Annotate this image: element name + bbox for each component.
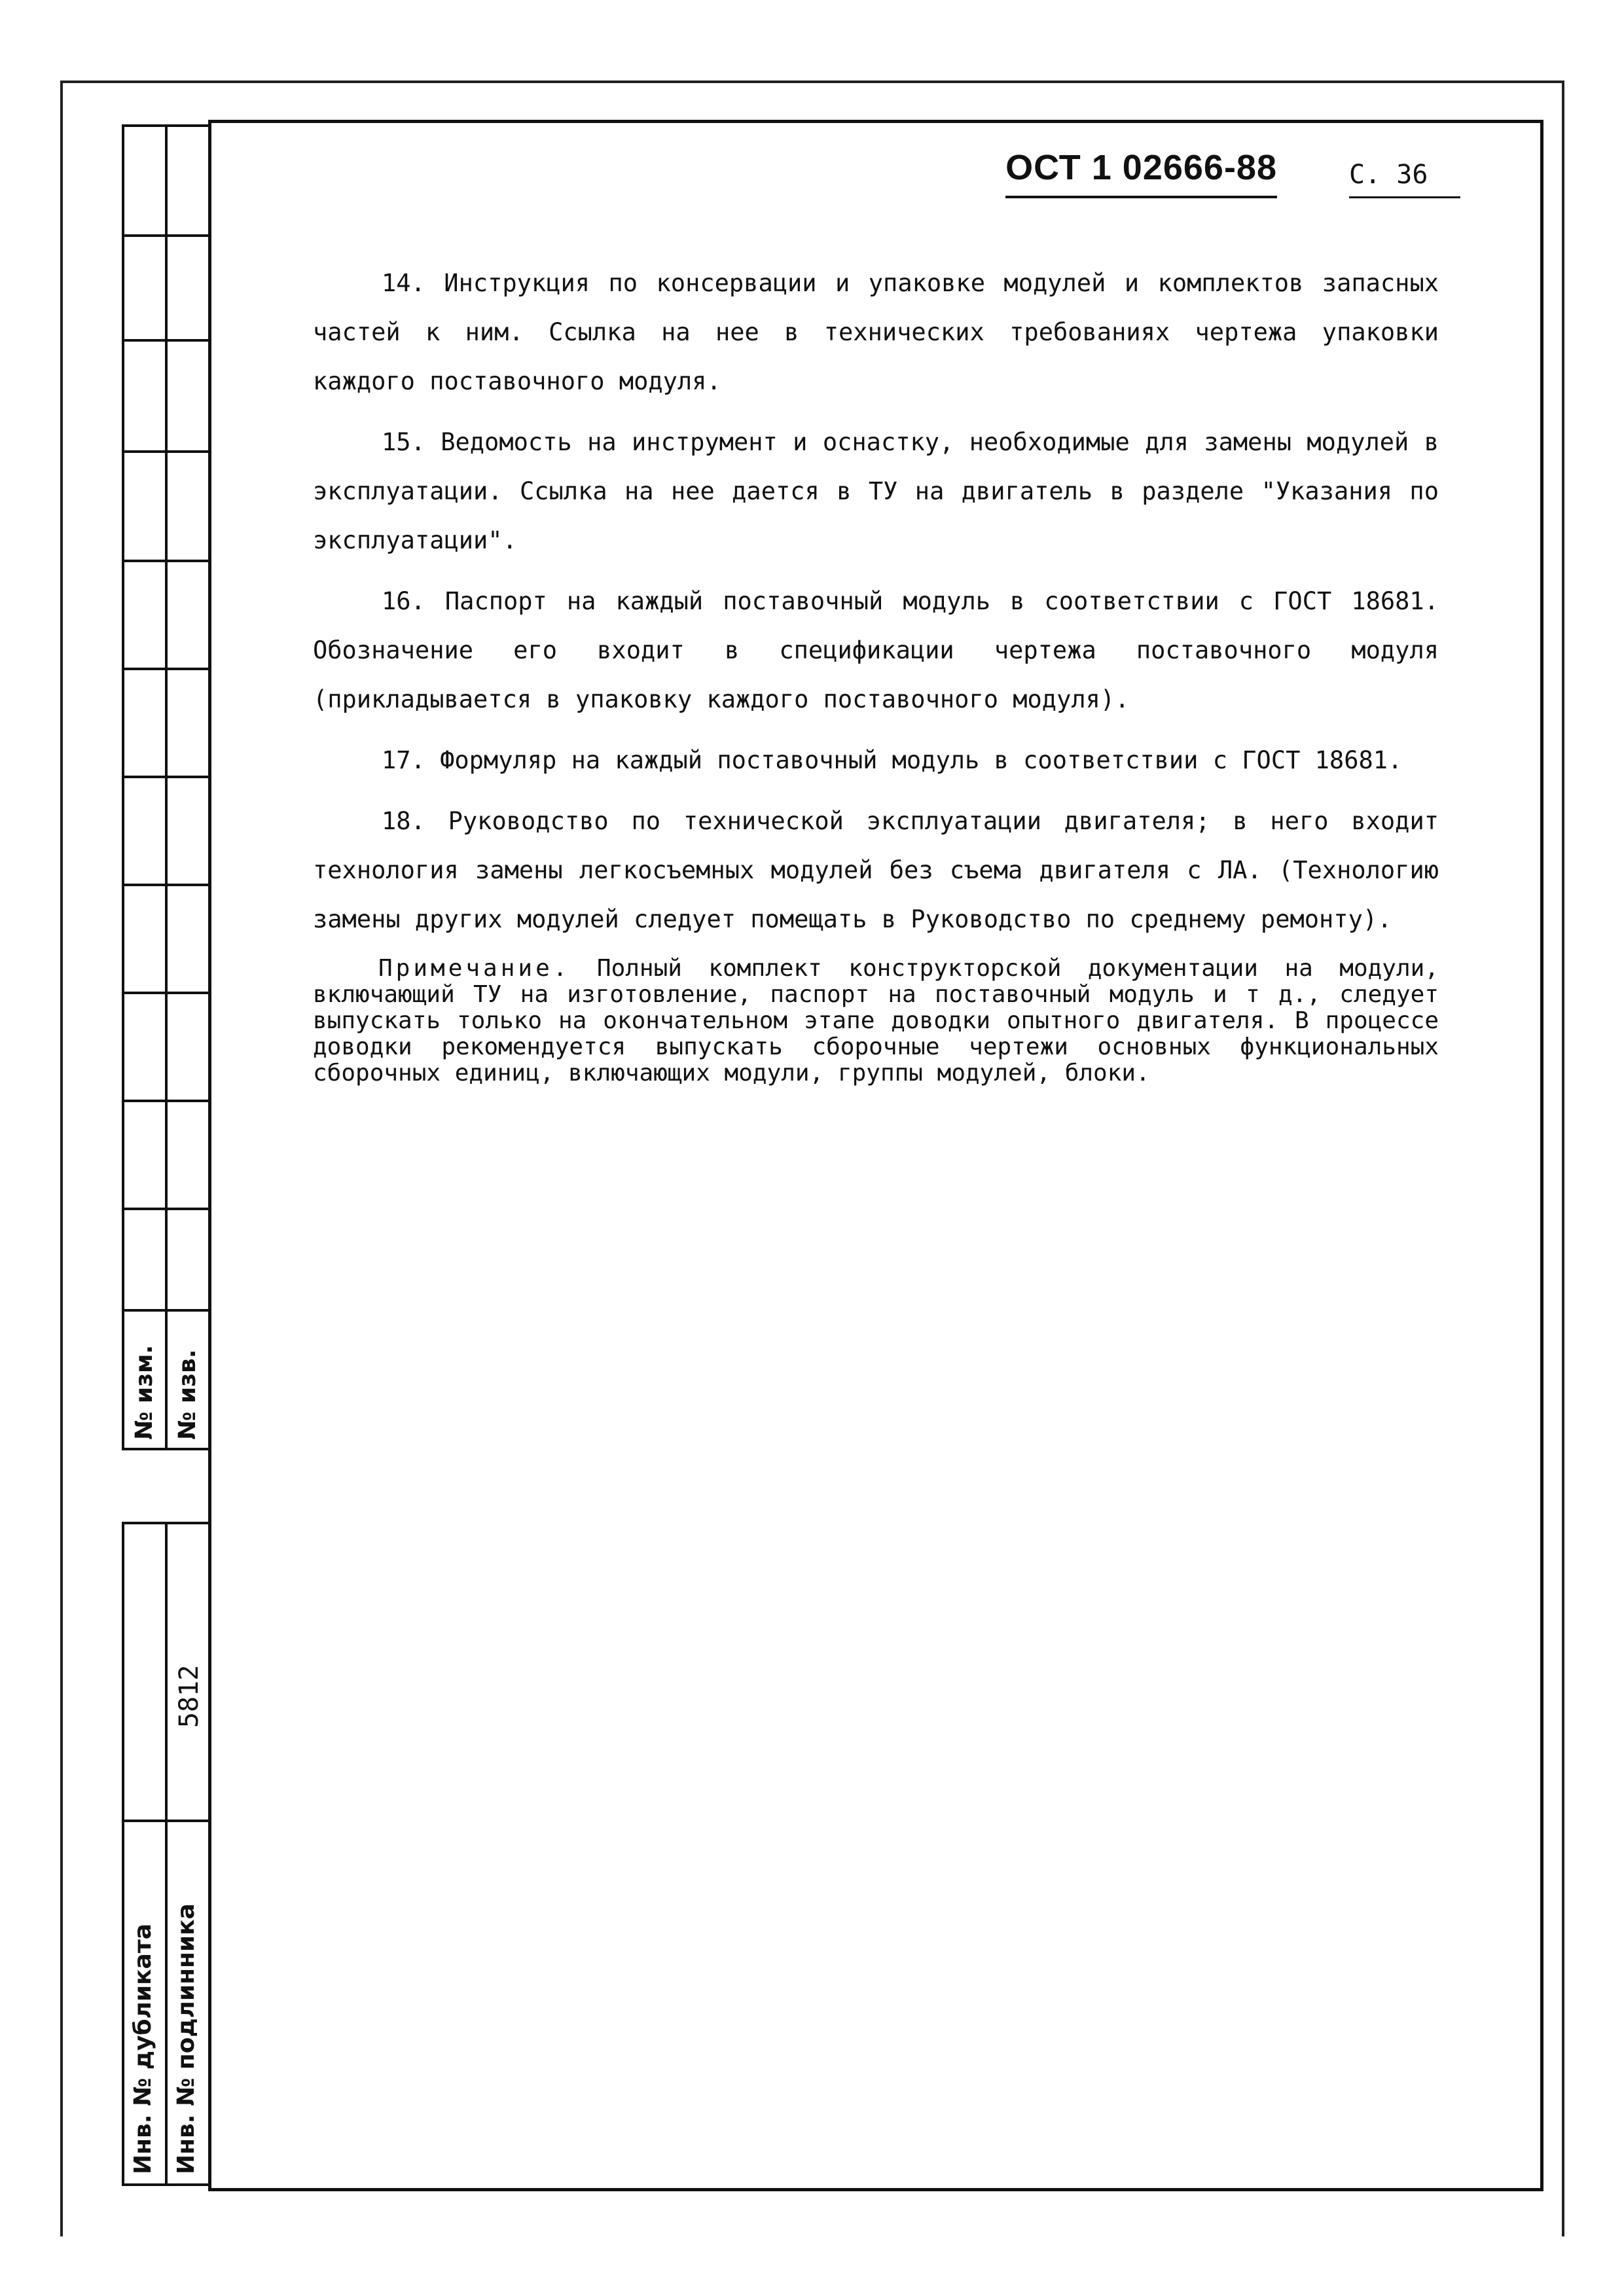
document-body <box>313 259 1439 1110</box>
paragraph-15: 15. Ведомость на инструмент и оснастку, необходимые для замены модулей в эксплуатации. Ссылка на нее дается в ТУ на двигатель в разделе "Указания по эксплуатации". <box>313 428 1439 554</box>
original-inventory-label: Инв. № подлинника <box>173 1903 200 2174</box>
note-text: Полный комплект конструкторской документации на модули, включающий ТУ на изготовление, паспорт на поставочный модуль и т д., следует выпускать только на окончательном этапе доводки опытного двигателя. В процессе доводки рекомендуется выпускать сборочные чертежи основных функциональных сборочных единиц, включающих модули, группы модулей, блоки. <box>313 955 1439 1086</box>
original-inventory-value: 5812 <box>174 1664 204 1728</box>
paragraph-18: 18. Руководство по технической эксплуатации двигателя; в него входит технология замены легкосъемных модулей без съема двигателя с ЛА. (Технологию замены других модулей следует помещать в Руководство по среднему ремонту). <box>313 807 1439 933</box>
duplicate-inventory-label: Инв. № дубликата <box>130 1924 156 2174</box>
page-header <box>1005 147 1460 198</box>
standard-number: ОСТ 1 02666-88 <box>1005 147 1277 198</box>
page-number: С. 36 <box>1349 160 1460 198</box>
notice-no-label: № изв. <box>174 1349 201 1440</box>
change-no-label: № изм. <box>131 1344 158 1440</box>
note-label: Примечание. <box>378 955 571 982</box>
paragraph-17: 17. Формуляр на каждый поставочный модуль в соответствии с ГОСТ 18681. <box>382 746 1403 774</box>
paragraph-16: 16. Паспорт на каждый поставочный модуль в соответствии с ГОСТ 18681. Обозначение его входит в спецификации чертежа поставочного модуля (прикладывается в упаковку каждого поставочного модуля). <box>313 587 1439 713</box>
note <box>313 956 1439 1086</box>
paragraph-14: 14. Инструкция по консервации и упаковке модулей и комплектов запасных частей к ним. Ссылка на нее в технических требованиях чертежа упаковки каждого поставочного модуля. <box>313 269 1439 395</box>
